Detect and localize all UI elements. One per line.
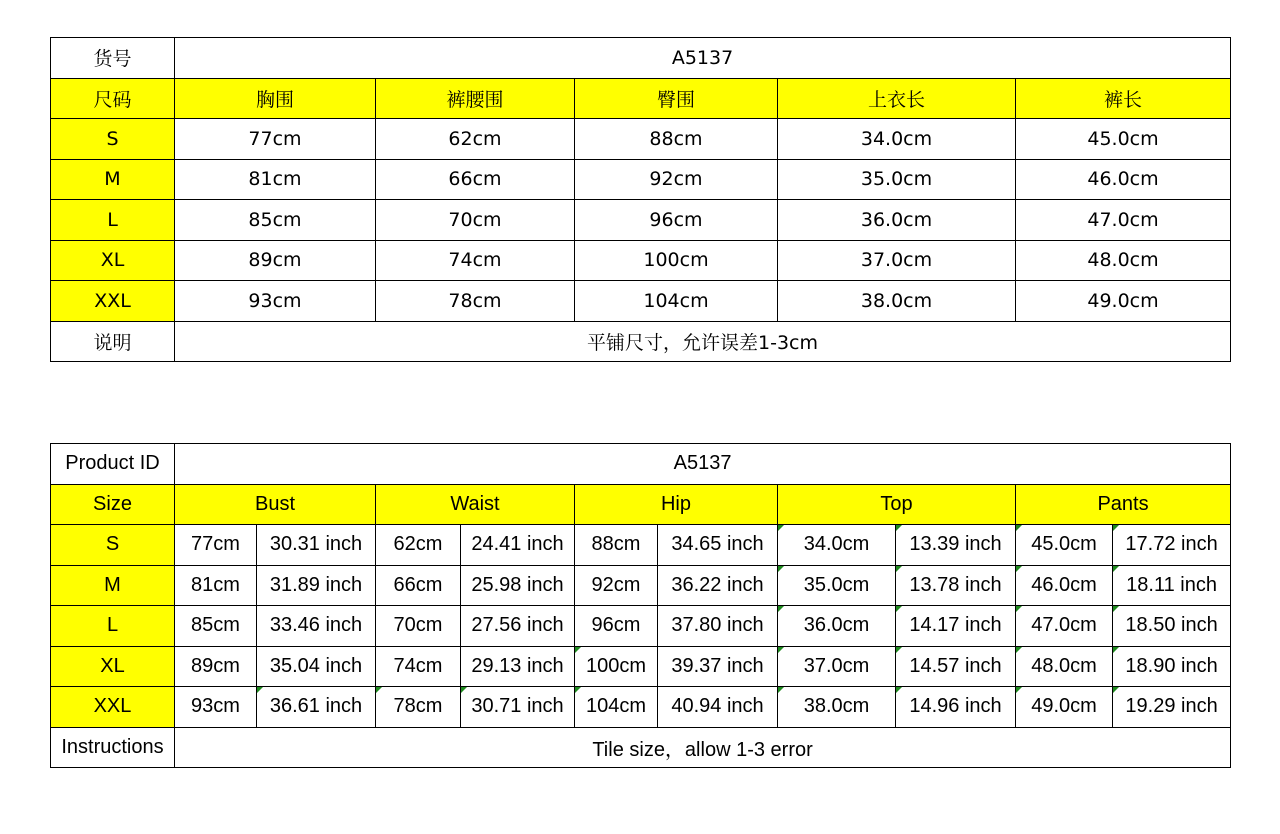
measurement-cell: 85cm (175, 606, 257, 647)
measurement-cell: 96cm (575, 606, 658, 647)
measurement-cell: 25.98 inch (461, 565, 575, 606)
table-row (51, 200, 1231, 241)
measurement-cell: 89cm (175, 240, 376, 281)
measurement-cell: 81cm (175, 565, 257, 606)
note-value: 平铺尺寸，允许误差1-3cm (175, 321, 1231, 362)
item-number-label: 货号 (51, 38, 175, 79)
size-cell: L (51, 200, 175, 241)
size-cell: L (51, 606, 175, 647)
measurement-cell: 48.0cm (1016, 240, 1231, 281)
measurement-cell: 24.41 inch (461, 525, 575, 566)
header-row (51, 78, 1231, 119)
measurement-cell: 47.0cm (1016, 200, 1231, 241)
measurement-cell: 88cm (575, 525, 658, 566)
size-cell: XL (51, 646, 175, 687)
measurement-cell: 74cm (376, 240, 575, 281)
measurement-cell: 34.0cm (778, 119, 1016, 160)
table-row (51, 606, 1231, 647)
measurement-cell: 49.0cm (1016, 687, 1113, 728)
measurement-cell: 30.31 inch (257, 525, 376, 566)
measurement-cell: 70cm (376, 606, 461, 647)
measurement-cell: 46.0cm (1016, 159, 1231, 200)
measurement-cell: 70cm (376, 200, 575, 241)
measurement-cell: 38.0cm (778, 281, 1016, 322)
size-cell: XL (51, 240, 175, 281)
measurement-cell: 78cm (376, 687, 461, 728)
measurement-cell: 18.50 inch (1113, 606, 1231, 647)
measurement-cell: 66cm (376, 565, 461, 606)
table-row (51, 240, 1231, 281)
measurement-cell: 93cm (175, 281, 376, 322)
measurement-cell: 14.17 inch (896, 606, 1016, 647)
header-waist: Waist (376, 484, 575, 525)
size-cell: S (51, 119, 175, 160)
header-pants-length: 裤长 (1016, 78, 1231, 119)
measurement-cell: 37.0cm (778, 240, 1016, 281)
measurement-cell: 18.11 inch (1113, 565, 1231, 606)
product-id-label: Product ID (51, 444, 175, 485)
size-cell: XXL (51, 281, 175, 322)
measurement-cell: 38.0cm (778, 687, 896, 728)
measurement-cell: 62cm (376, 119, 575, 160)
size-table-english (50, 443, 1231, 768)
header-hip: Hip (575, 484, 778, 525)
measurement-cell: 37.0cm (778, 646, 896, 687)
measurement-cell: 17.72 inch (1113, 525, 1231, 566)
product-id-row (51, 444, 1231, 485)
header-size: 尺码 (51, 78, 175, 119)
measurement-cell: 78cm (376, 281, 575, 322)
measurement-cell: 85cm (175, 200, 376, 241)
note-row (51, 321, 1231, 362)
measurement-cell: 35.0cm (778, 565, 896, 606)
size-cell: S (51, 525, 175, 566)
item-number-row (51, 38, 1231, 79)
measurement-cell: 34.65 inch (658, 525, 778, 566)
measurement-cell: 31.89 inch (257, 565, 376, 606)
measurement-cell: 92cm (575, 159, 778, 200)
measurement-cell: 104cm (575, 281, 778, 322)
header-pants: Pants (1016, 484, 1231, 525)
measurement-cell: 45.0cm (1016, 119, 1231, 160)
measurement-cell: 49.0cm (1016, 281, 1231, 322)
header-bust: Bust (175, 484, 376, 525)
measurement-cell: 18.90 inch (1113, 646, 1231, 687)
measurement-cell: 36.61 inch (257, 687, 376, 728)
header-top: Top (778, 484, 1016, 525)
instructions-value: Tile size，allow 1-3 error (175, 727, 1231, 768)
size-rows (51, 525, 1231, 728)
measurement-cell: 77cm (175, 119, 376, 160)
measurement-cell: 45.0cm (1016, 525, 1113, 566)
measurement-cell: 100cm (575, 240, 778, 281)
measurement-cell: 100cm (575, 646, 658, 687)
measurement-cell: 14.57 inch (896, 646, 1016, 687)
measurement-cell: 19.29 inch (1113, 687, 1231, 728)
measurement-cell: 93cm (175, 687, 257, 728)
table-row (51, 281, 1231, 322)
measurement-cell: 36.0cm (778, 200, 1016, 241)
measurement-cell: 104cm (575, 687, 658, 728)
measurement-cell: 13.39 inch (896, 525, 1016, 566)
measurement-cell: 77cm (175, 525, 257, 566)
size-cell: XXL (51, 687, 175, 728)
header-size: Size (51, 484, 175, 525)
measurement-cell: 92cm (575, 565, 658, 606)
measurement-cell: 81cm (175, 159, 376, 200)
measurement-cell: 66cm (376, 159, 575, 200)
measurement-cell: 35.0cm (778, 159, 1016, 200)
measurement-cell: 36.0cm (778, 606, 896, 647)
note-label: 说明 (51, 321, 175, 362)
header-top-length: 上衣长 (778, 78, 1016, 119)
measurement-cell: 88cm (575, 119, 778, 160)
table-row (51, 687, 1231, 728)
measurement-cell: 33.46 inch (257, 606, 376, 647)
measurement-cell: 48.0cm (1016, 646, 1113, 687)
size-rows (51, 119, 1231, 322)
measurement-cell: 62cm (376, 525, 461, 566)
table-row (51, 565, 1231, 606)
header-waist: 裤腰围 (376, 78, 575, 119)
instructions-row (51, 727, 1231, 768)
measurement-cell: 35.04 inch (257, 646, 376, 687)
measurement-cell: 29.13 inch (461, 646, 575, 687)
table-row (51, 159, 1231, 200)
measurement-cell: 40.94 inch (658, 687, 778, 728)
instructions-label: Instructions (51, 727, 175, 768)
measurement-cell: 27.56 inch (461, 606, 575, 647)
header-bust: 胸围 (175, 78, 376, 119)
header-row (51, 484, 1231, 525)
measurement-cell: 46.0cm (1016, 565, 1113, 606)
item-number-value: A5137 (175, 38, 1231, 79)
product-id-value: A5137 (175, 444, 1231, 485)
header-hip: 臀围 (575, 78, 778, 119)
measurement-cell: 47.0cm (1016, 606, 1113, 647)
measurement-cell: 37.80 inch (658, 606, 778, 647)
measurement-cell: 89cm (175, 646, 257, 687)
measurement-cell: 14.96 inch (896, 687, 1016, 728)
measurement-cell: 30.71 inch (461, 687, 575, 728)
measurement-cell: 34.0cm (778, 525, 896, 566)
measurement-cell: 36.22 inch (658, 565, 778, 606)
measurement-cell: 13.78 inch (896, 565, 1016, 606)
measurement-cell: 74cm (376, 646, 461, 687)
size-table-chinese (50, 37, 1231, 362)
size-cell: M (51, 159, 175, 200)
measurement-cell: 39.37 inch (658, 646, 778, 687)
measurement-cell: 96cm (575, 200, 778, 241)
table-row (51, 525, 1231, 566)
table-row (51, 119, 1231, 160)
size-cell: M (51, 565, 175, 606)
table-row (51, 646, 1231, 687)
